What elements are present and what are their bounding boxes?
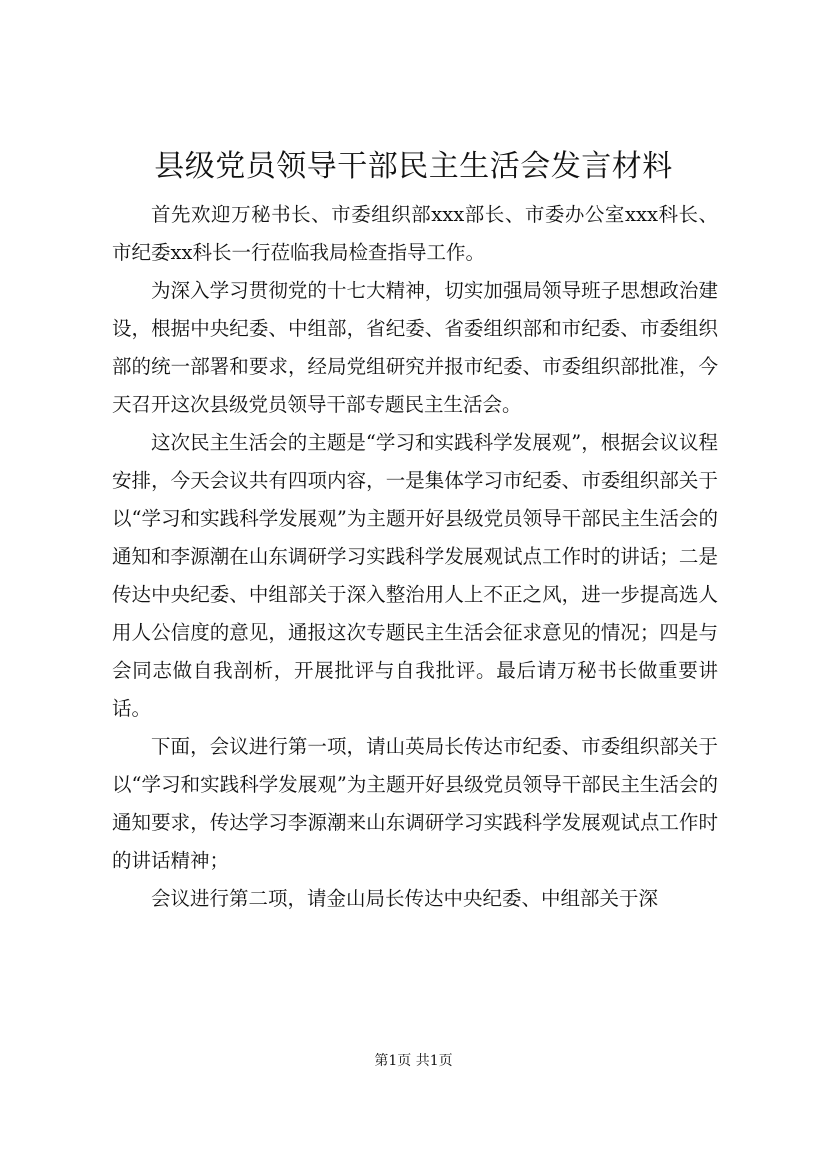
paragraph-welcome: 首先欢迎万秘书长、市委组织部xxx部长、市委办公室xxx科长、市纪委xx科长一行莅临我局检查指导工作。 xyxy=(112,203,718,264)
paragraph-purpose: 为深入学习贯彻党的十七大精神，切实加强局领导班子思想政治建设，根据中央纪委、中组部，省纪委、省委组织部和市纪委、市委组织部的统一部署和要求，经局党组研究并报市纪委、市委组织部批准，今天召开这次县级党员领导干部专题民主生活会。 xyxy=(112,279,718,416)
document-body xyxy=(112,196,718,918)
paragraph-item-two: 会议进行第二项，请金山局长传达中央纪委、中组部关于深 xyxy=(151,887,659,910)
page-number-footer: 第1页 共1页 xyxy=(374,1053,453,1069)
paragraph-agenda: 这次民主生活会的主题是“学习和实践科学发展观”，根据会议议程安排，今天会议共有四项内容，一是集体学习市纪委、市委组织部关于以“学习和实践科学发展观”为主题开好县级党员领导干部民主生活会的通知和李源潮在山东调研学习实践科学发展观试点工作时的讲话；二是传达中央纪委、中组部关于深入整治用人上不正之风，进一步提高选人用人公信度的意见，通报这次专题民主生活会征求意见的情况；四是与会同志做自我剖析，开展批评与自我批评。最后请万秘书长做重要讲话。 xyxy=(112,431,718,720)
document-title: 县级党员领导干部民主生活会发言材料 xyxy=(154,149,673,184)
paragraph-item-one: 下面，会议进行第一项，请山英局长传达市纪委、市委组织部关于以“学习和实践科学发展观”为主题开好县级党员领导干部民主生活会的通知要求，传达学习李源潮来山东调研学习实践科学发展观试点工作时的讲话精神； xyxy=(112,735,718,872)
